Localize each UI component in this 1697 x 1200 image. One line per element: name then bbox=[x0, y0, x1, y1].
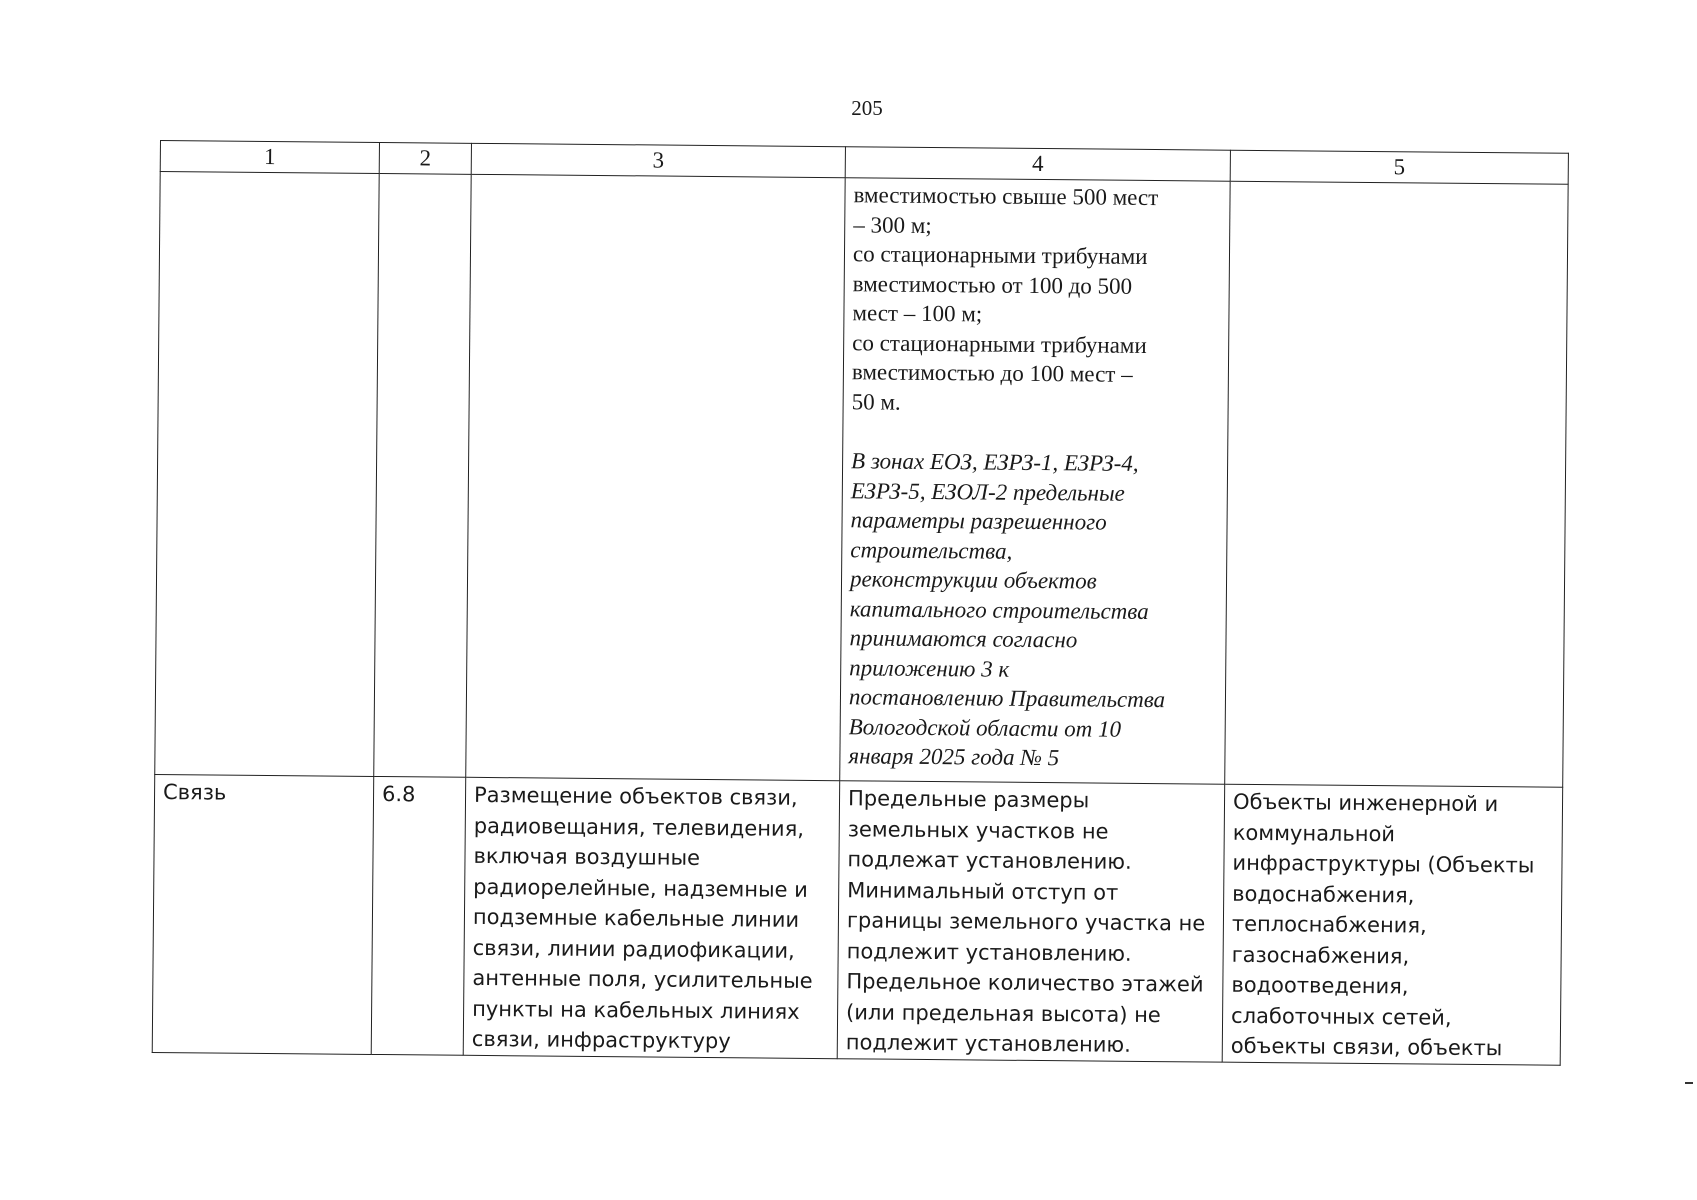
table-row bbox=[152, 774, 1562, 1064]
use-parameters: Предельные размеры земельных участков не подлежат установлению. Минимальный отступ от границы земельного участка не подлежит установлению. Предельное количество этажей (или предельная высота) не подлежит установлению. bbox=[845, 786, 1206, 1057]
table-row bbox=[155, 172, 1568, 788]
use-name: Связь bbox=[162, 780, 227, 805]
page-number: 205 bbox=[851, 96, 883, 120]
use-code: 6.8 bbox=[381, 782, 416, 807]
header-col-5: 5 bbox=[1230, 150, 1568, 184]
cell-description bbox=[466, 174, 845, 780]
header-col-3: 3 bbox=[471, 143, 845, 177]
cell-use-name bbox=[155, 172, 379, 777]
related-objects: Объекты инженерной и коммунальной инфраструктуры (Объекты водоснабжения, теплоснабжения, газоснабжения, водоотведения, слаботочных сетей, объекты связи, объекты bbox=[1230, 789, 1535, 1061]
use-description: Размещение объектов связи, радиовещания, телевидения, включая воздушные радиорелейные, надземные и подземные кабельные линии связи, линии радиофикации, антенные поля, усилительные пункты на кабельных линиях связи, инфраструктуру bbox=[471, 782, 813, 1054]
header-col-4: 4 bbox=[845, 147, 1230, 181]
cell-code bbox=[371, 776, 466, 1054]
scan-mark bbox=[1685, 1082, 1693, 1084]
header-col-2: 2 bbox=[379, 142, 471, 174]
parameters-text: вместимостью свыше 500 мест – 300 м; со стационарными трибунами вместимостью от 100 до 500 мест – 100 м; со стационарными трибунами вместимостью до 100 мест – 50 м. bbox=[851, 182, 1159, 415]
cell-parameters bbox=[840, 178, 1230, 784]
cell-related-objects bbox=[1225, 181, 1568, 787]
zone-note: В зонах ЕОЗ, ЕЗРЗ-1, ЕЗРЗ-4, ЕЗРЗ-5, ЕЗОЛ-2 предельные параметры разрешенного строительства, реконструкции объектов капитального строительства принимаются согласно приложению 3 к постановлению Правительства Вологодской области от 10 января 2025 года № 5 bbox=[848, 448, 1166, 771]
zoning-table bbox=[152, 140, 1569, 1065]
header-col-1: 1 bbox=[160, 141, 379, 174]
cell-code bbox=[374, 173, 471, 777]
cell-parameters bbox=[837, 781, 1225, 1062]
cell-use-name bbox=[152, 774, 374, 1053]
cell-related-objects bbox=[1222, 784, 1563, 1065]
cell-description bbox=[463, 777, 840, 1058]
